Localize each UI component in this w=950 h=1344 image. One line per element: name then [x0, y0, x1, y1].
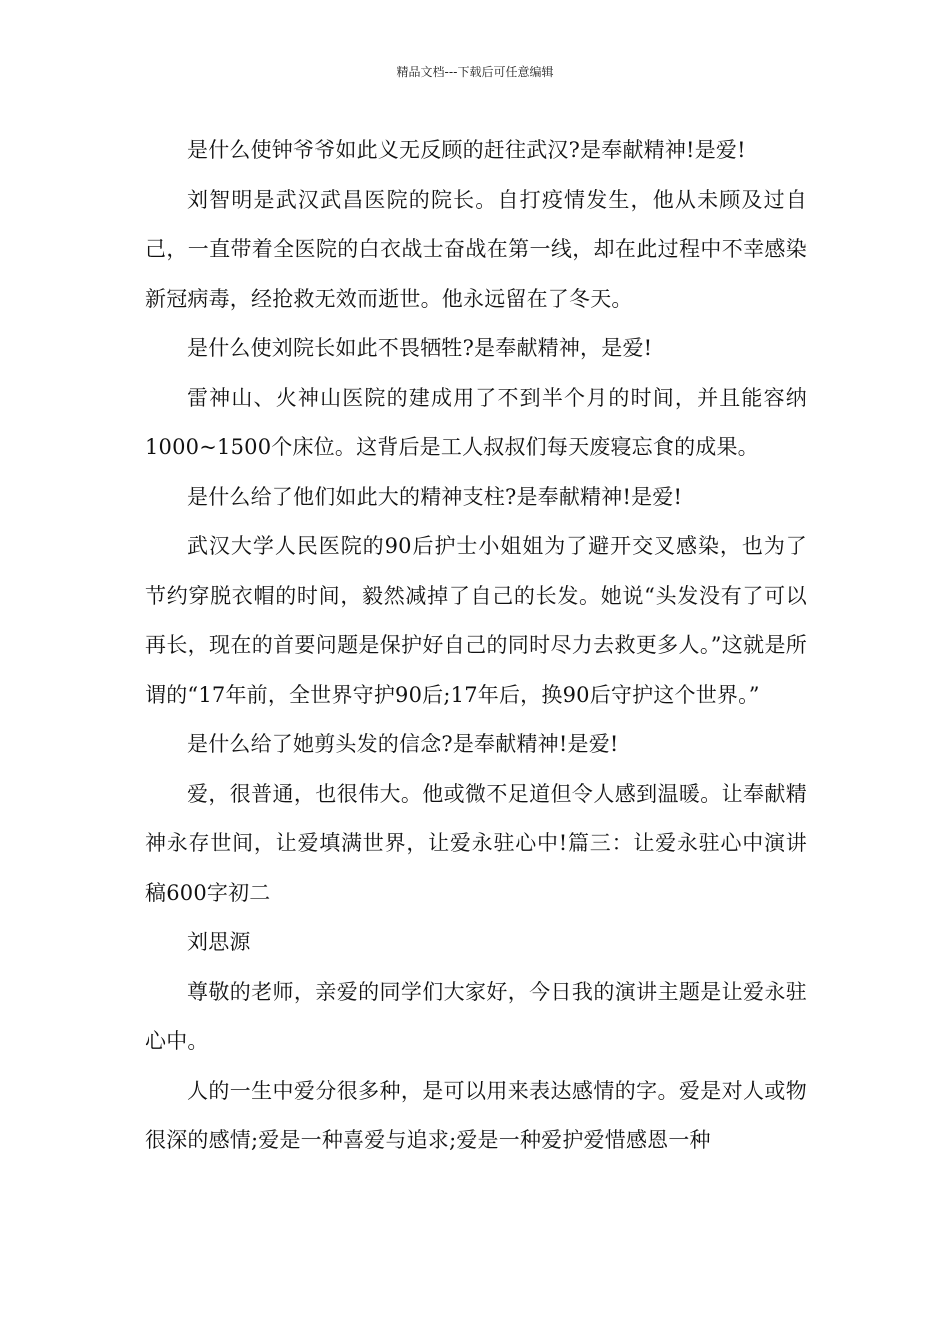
author-name: 刘思源	[187, 930, 251, 954]
paragraph: 人的一生中爱分很多种，是可以用来表达感情的字。爱是对人或物很深的感情;爱是一种喜爱与追求;爱是一种爱护爱惜感恩一种	[145, 1078, 807, 1152]
paragraph: 是什么使刘院长如此不畏牺牲?是奉献精神，是爱!	[187, 336, 653, 360]
paragraph: 武汉大学人民医院的90后护士小姐姐为了避开交叉感染，也为了节约穿脱衣帽的时间，毅然减掉了自己的长发。她说“头发没有了可以再长，现在的首要问题是保护好自己的同时尽力去救更多人。”这就是所谓的“17年前，全世界守护90后;17年后，换90后守护这个世界。”	[145, 534, 807, 707]
document-body	[145, 126, 807, 1166]
paragraph: 刘智明是武汉武昌医院的院长。自打疫情发生，他从未顾及过自己，一直带着全医院的白衣战士奋战在第一线，却在此过程中不幸感染新冠病毒，经抢救无效而逝世。他永远留在了冬天。	[145, 187, 807, 311]
paragraph: 尊敬的老师，亲爱的同学们大家好，今日我的演讲主题是让爱永驻心中。	[145, 979, 807, 1053]
paragraph: 是什么给了他们如此大的精神支柱?是奉献精神!是爱!	[187, 484, 683, 509]
paragraph: 是什么使钟爷爷如此义无反顾的赶往武汉?是奉献精神!是爱!	[187, 138, 746, 162]
paragraph: 是什么给了她剪头发的信念?是奉献精神!是爱!	[187, 732, 619, 756]
page-header: 精品文档---下载后可任意编辑	[396, 65, 554, 79]
paragraph: 爱，很普通，也很伟大。他或微不足道但令人感到温暖。让奉献精神永存世间，让爱填满世界，让爱永驻心中!篇三：让爱永驻心中演讲稿600字初二	[145, 781, 807, 905]
paragraph: 雷神山、火神山医院的建成用了不到半个月的时间，并且能容纳1000~1500个床位。这背后是工人叔叔们每天废寝忘食的成果。	[145, 385, 807, 459]
